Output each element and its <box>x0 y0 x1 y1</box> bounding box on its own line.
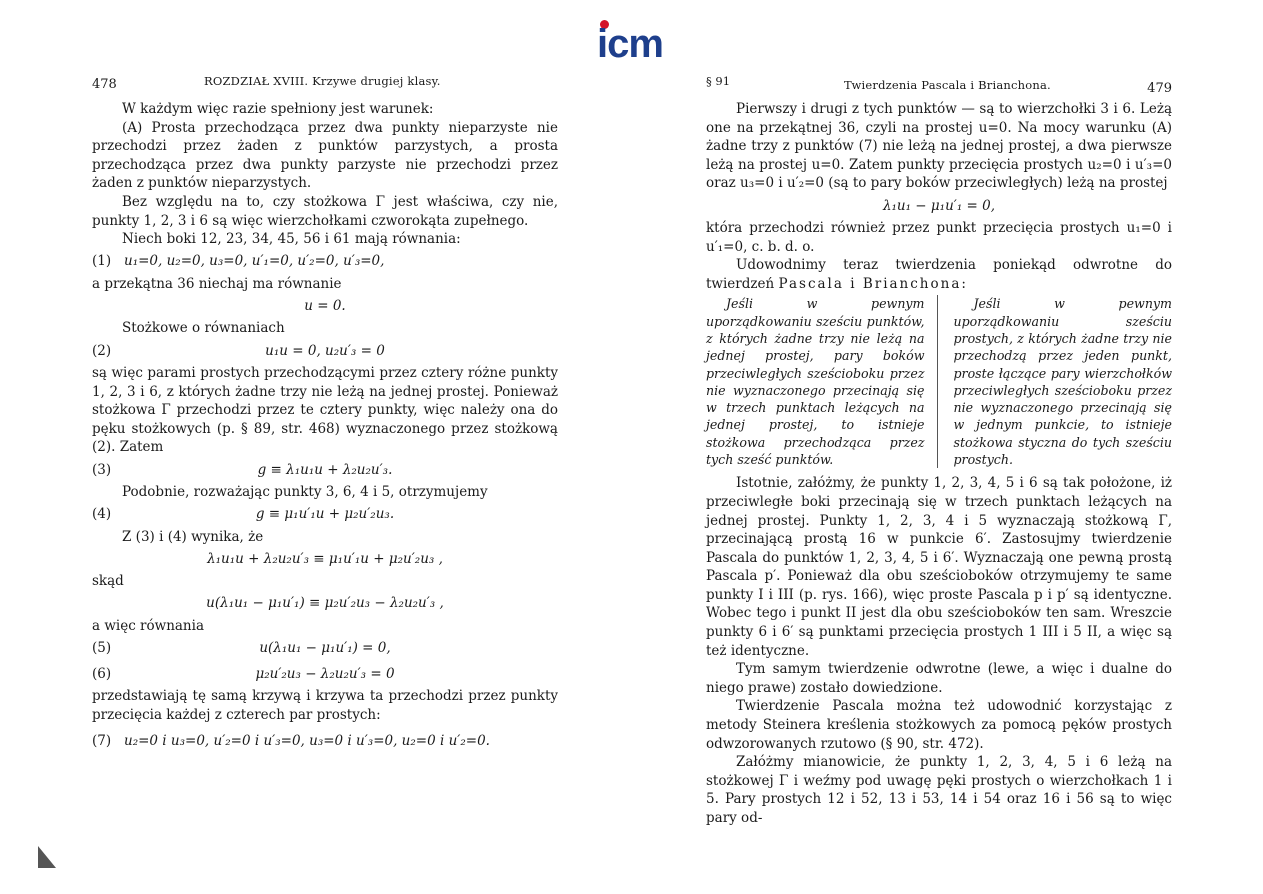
equation-body: u(λ₁u₁ − μ₁u′₁) = 0, <box>259 639 391 656</box>
paragraph: są więc parami prostych przechodzącymi przez cztery różne punkty 1, 2, 3 i 6, z których żadne trzy nie leżą na jednej prostej. Ponieważ stożkowa Γ przechodzi przez te cztery punkty, więc należy ona do pęku stożkowych (p. § 89, str. 468) wyznaczonego przez stożkową (2). Zatem <box>92 364 558 456</box>
paragraph: skąd <box>92 573 124 590</box>
equation-4 <box>92 502 558 528</box>
equation-body: λ₁u₁ − μ₁u′₁ = 0, <box>882 197 996 214</box>
equation-number: (1) <box>92 253 112 270</box>
left-running-head: ROZDZIAŁ XVIII. Krzywe drugiej klasy. <box>204 74 441 88</box>
left-running-header <box>92 68 558 100</box>
page-corner-mark <box>38 846 56 868</box>
equation-body: u₁u = 0, u₂u′₃ = 0 <box>265 342 385 359</box>
equation-1 <box>92 249 558 275</box>
equation-5 <box>92 635 558 661</box>
paragraph: przedstawiają tę samą krzywą i krzywa ta przechodzi przez punkty przecięcia każdej z czterech par prostych: <box>92 688 558 723</box>
equation-number: (6) <box>92 665 112 682</box>
equation-2 <box>92 338 558 364</box>
paragraph: Bez względu na to, czy stożkowa Γ jest właściwa, czy nie, punkty 1, 2, 3 i 6 są więc wierzchołkami czworokąta zupełnego. <box>92 193 558 229</box>
equation-body: u₂=0 i u₃=0, u′₂=0 i u′₃=0, u₃=0 i u′₃=0, u₂=0 i u′₂=0. <box>124 733 490 750</box>
paragraph: Pierwszy i drugi z tych punktów — są to wierzchołki 3 i 6. Leżą one na przekątnej 36, czyli na prostej u=0. Na mocy warunku (A) żadne trzy z punktów (7) nie leżą na jednej prostej, a dwa pierwsze leżą na prostej u=0. Zatem punkty przecięcia prostych u₂=0 i u′₃=0 oraz u₃=0 i u′₂=0 (są to pary boków przeciwległych) leżą na prostej <box>706 101 1172 192</box>
right-running-head: Twierdzenia Pascala i Brianchona. <box>844 78 1051 92</box>
equation-body: λ₁u₁u + λ₂u₂u′₃ ≡ μ₁u′₁u + μ₂u′₂u₃ , <box>207 550 443 567</box>
paragraph: Załóżmy mianowicie, że punkty 1, 2, 3, 4, 5 i 6 leżą na stożkowej Γ i weźmy pod uwagę pęki prostych o wierzchołkach 1 i 5. Pary prostych 12 i 52, 13 i 53, 14 i 54 oraz 16 i 56 są to więc pary od- <box>706 754 1172 826</box>
theorem-right <box>937 295 1173 468</box>
paragraph: Istotnie, załóżmy, że punkty 1, 2, 3, 4, 5 i 6 są tak położone, iż przeciwległe boki przecinają się w trzech punktach leżących na jednej prostej. Punkty 1, 2, 3, 4 i 5 wyznaczają stożkową Γ, przecinającą prostą 16 w punkcie 6′. Zastosujmy twierdzenie Pascala do punktów 1, 2, 3, 4, 5 i 6′. Wyznaczają one pewną prostą Pascala p′. Ponieważ dla obu sześcioboków otrzymujemy te same punkty I i III (p. rys. 166), więc proste Pascala p i p′ są identyczne. Wobec tego i punkt II jest dla obu sześcioboków ten sam. Wreszcie punkty 6 i 6′ są punktami przecięcia prostych 1 III i 5 II, a więc są też identyczne. <box>706 475 1172 659</box>
equation-body: μ₂u′₂u₃ − λ₂u₂u′₃ = 0 <box>255 665 395 682</box>
equation-number: (5) <box>92 639 112 656</box>
theorem-text: Jeśli w pewnym uporządkowaniu sześciu prostych, z których żadne trzy nie przechodzą przez jeden punkt, proste łączące pary wierzchołków przeciwległych sześcioboku przez nie wyznaczonego przecinają się w jednym punkcie, to istnieje stożkowa styczna do tych sześciu prostych. <box>953 296 1172 468</box>
paragraph: Stożkowe o równaniach <box>122 320 285 337</box>
theorem-text: Jeśli w pewnym uporządkowaniu sześciu punktów, z których żadne trzy nie leżą na jednej prostej, pary boków przeciwległych sześcioboku przez nie wyznaczonego przecinają się w trzech punktach leżących na jednej prostej, to istnieje stożkowa przechodząca przez tych sześć punktów. <box>706 296 925 468</box>
equation-number: (2) <box>92 342 112 359</box>
text-spaced: Pascala i Brianchona: <box>778 275 968 292</box>
paragraph: (A) Prosta przechodząca przez dwa punkty nieparzyste nie przechodzi przez żaden z punktów parzystych, a prosta przechodząca przez dwa punkty parzyste nie przechodzi przez żaden z punktów nieparzystych. <box>92 119 558 192</box>
paragraph: Podobnie, rozważając punkty 3, 6, 4 i 5, otrzymujemy <box>122 483 488 500</box>
equation-number: (3) <box>92 461 112 478</box>
paragraph: Twierdzenie Pascala można też udowodnić korzystając z metody Steinera kreślenia stożkowych za pomocą pęków prostych odwzorowanych rzutowo (§ 90, str. 472). <box>706 698 1172 752</box>
logo-text: icm <box>597 22 663 66</box>
paragraph: Tym samym twierdzenie odwrotne (lewe, a więc i dualne do niego prawe) zostało dowiedzione. <box>706 661 1172 696</box>
right-page-number: 479 <box>1147 81 1172 96</box>
right-running-header <box>706 68 1172 100</box>
section-mark: § 91 <box>706 74 731 88</box>
equation-b <box>92 591 558 617</box>
text: Udowodnimy teraz twierdzenia poniekąd odwrotne do twierdzeń <box>706 257 1172 292</box>
equation-body: u₁=0, u₂=0, u₃=0, u′₁=0, u′₂=0, u′₃=0, <box>124 253 385 270</box>
equation-number: (7) <box>92 733 112 750</box>
equation-r <box>706 193 1172 219</box>
icm-logo <box>597 20 673 64</box>
equation-a <box>92 546 558 572</box>
equation-7 <box>92 728 558 754</box>
equation-body: g ≡ λ₁u₁u + λ₂u₂u′₃. <box>257 461 393 478</box>
equation-body: u = 0. <box>304 298 346 315</box>
paragraph: Z (3) i (4) wynika, że <box>122 528 264 545</box>
theorem-columns <box>706 295 1172 468</box>
equation-body: g ≡ μ₁u′₁u + μ₂u′₂u₃. <box>255 506 395 523</box>
equation-body: u(λ₁u₁ − μ₁u′₁) ≡ μ₂u′₂u₃ − λ₂u₂u′₃ , <box>206 595 444 612</box>
left-page <box>92 68 558 754</box>
paragraph: która przechodzi również przez punkt przecięcia prostych u₁=0 i u′₁=0, c. b. d. o. <box>706 219 1172 255</box>
theorem-left <box>706 295 937 468</box>
left-page-number: 478 <box>92 77 117 92</box>
right-page <box>706 68 1172 828</box>
paragraph: a przekątna 36 niechaj ma równanie <box>92 275 342 292</box>
equation-number: (4) <box>92 506 112 523</box>
equation-u <box>92 293 558 319</box>
equation-6 <box>92 661 558 687</box>
paragraph <box>706 256 1172 293</box>
paragraph: Niech boki 12, 23, 34, 45, 56 i 61 mają równania: <box>122 231 461 248</box>
paragraph: a więc równania <box>92 617 204 634</box>
paragraph: W każdym więc razie spełniony jest warunek: <box>122 101 434 117</box>
equation-3 <box>92 457 558 483</box>
